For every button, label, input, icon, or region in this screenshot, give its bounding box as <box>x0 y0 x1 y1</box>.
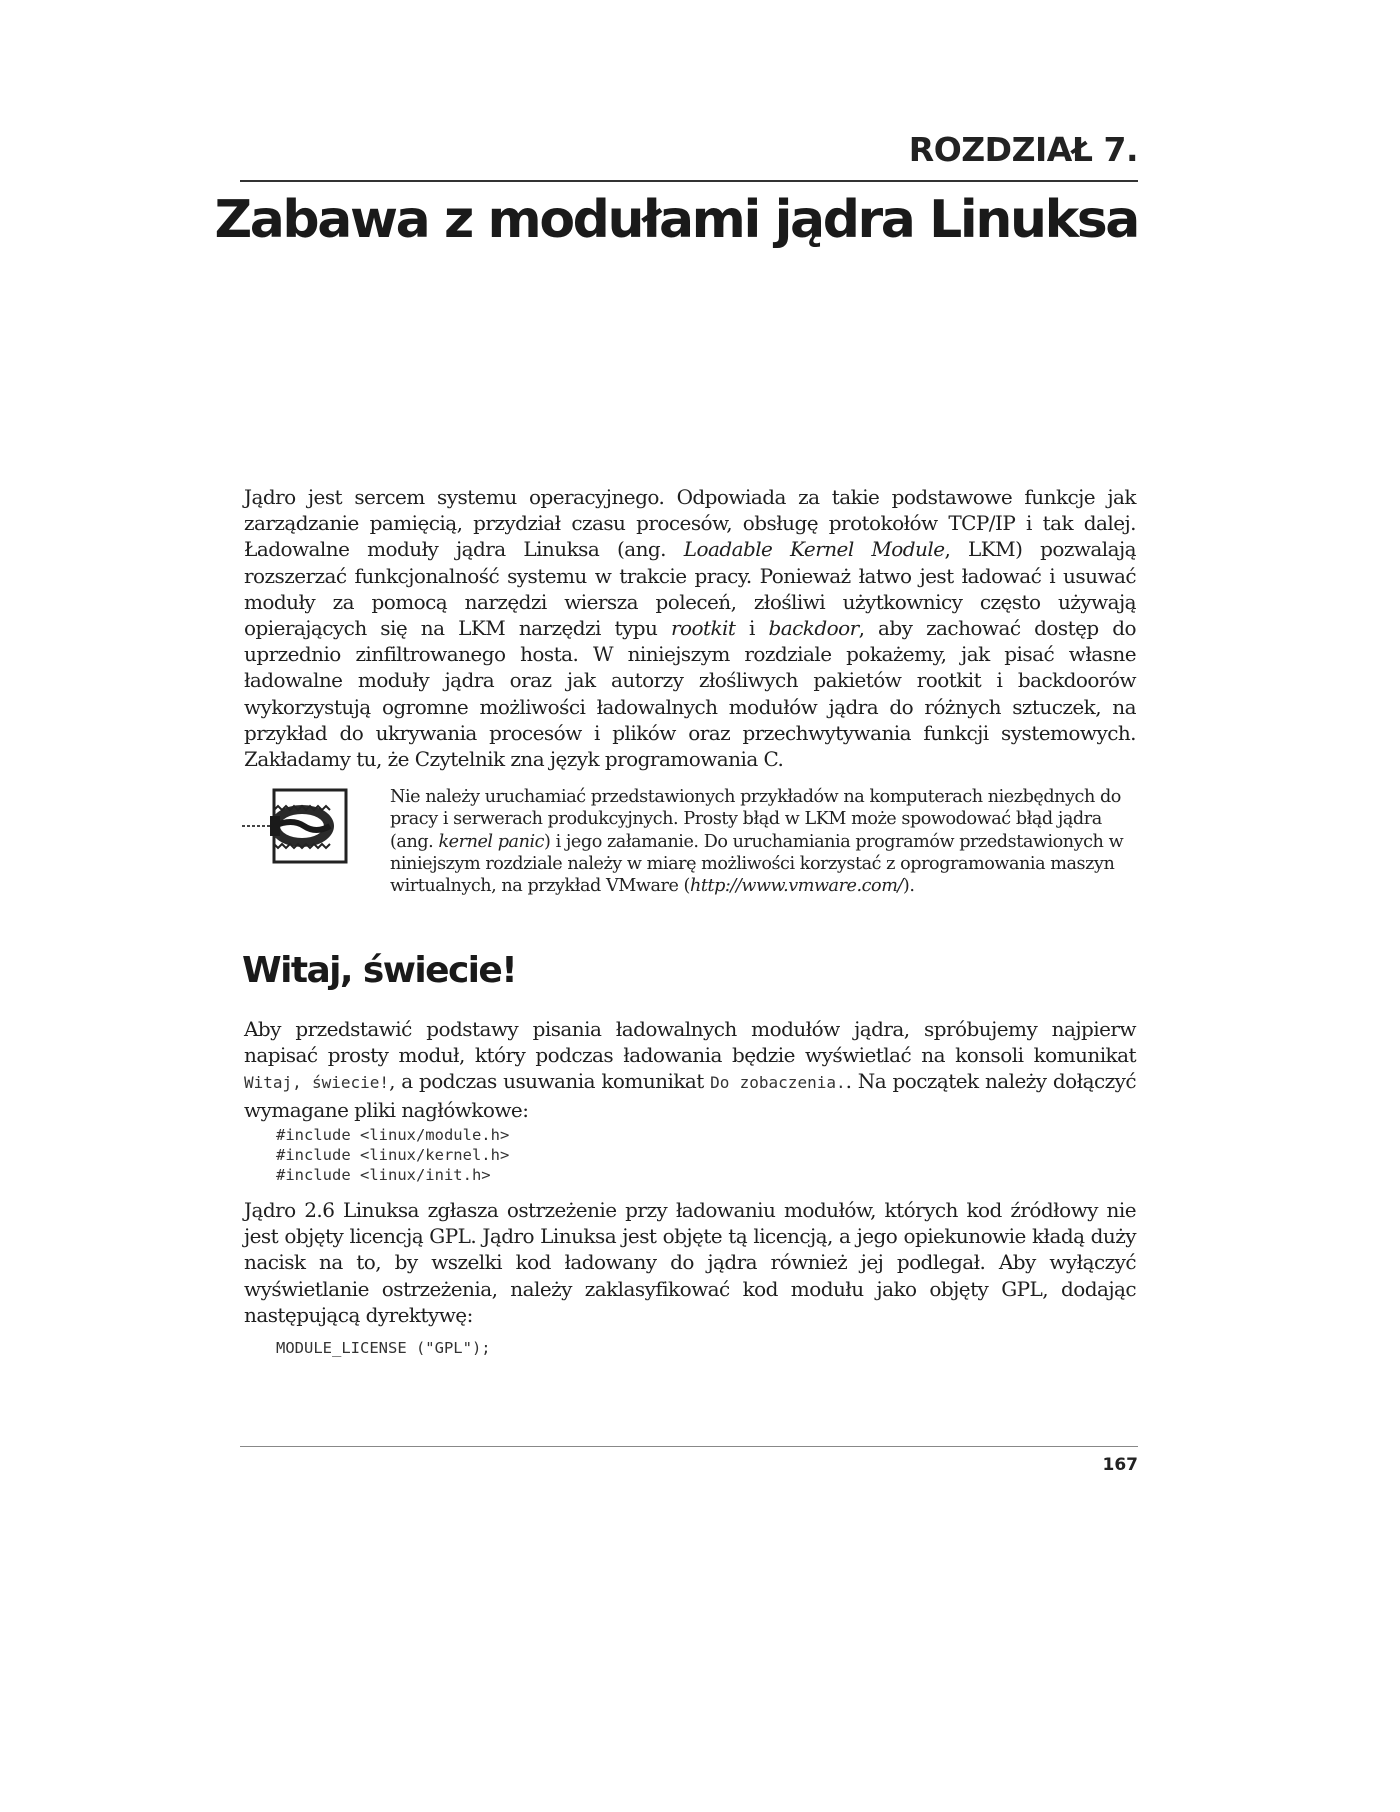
intro-text: Jądro jest sercem systemu operacyjnego. Odpowiada za takie podstawowe funkcje jak zarządzanie pamięcią, przydział czasu procesów, obsługę protokołów TCP/IP i tak dalej. Ładowalne moduły jądra Linuksa (ang. <box>244 485 1136 562</box>
intro-term-rootkit: rootkit <box>671 616 736 641</box>
chapter-label: ROZDZIAŁ 7. <box>908 130 1138 169</box>
warning-trap-icon <box>240 788 350 866</box>
inline-code: Witaj, świecie! <box>244 1073 390 1093</box>
section-paragraph-2 <box>244 1197 1136 1328</box>
paragraph-text: , a podczas usuwania komunikat <box>389 1069 711 1094</box>
warning-text: ). <box>902 876 915 897</box>
section-heading: Witaj, świecie! <box>242 950 517 991</box>
intro-paragraph <box>244 484 1136 772</box>
inline-code: Do zobaczenia. <box>710 1073 846 1093</box>
intro-text: i <box>735 616 769 641</box>
warning-text: Nie należy uruchamiać przedstawionych przykładów na komputerach niezbędnych do pracy i serwerach produkcyjnych. Prosty błąd w LKM może spowodować błąd jądra (ang. <box>390 787 1121 852</box>
intro-text: , aby zachować dostęp do uprzednio zinfiltrowanego hosta. W niniejszym rozdziale pokażemy, jak pisać własne ładowalne moduły jądra oraz jak autorzy złośliwych pakietów rootkit i backdoorów wykorzystują ogromne możliwości ładowalnych modułów jądra do różnych sztuczek, na przykład do ukrywania procesów i plików oraz przechwytywania funkcji systemowych. Zakładamy tu, że Czytelnik zna język programowania C. <box>244 616 1136 772</box>
section-paragraph-1 <box>244 1016 1136 1123</box>
warning-term: kernel panic <box>438 831 545 852</box>
code-line: #include <linux/kernel.h> <box>276 1146 510 1164</box>
intro-text: , LKM) pozwalają rozszerzać funkcjonalność systemu w trakcie pracy. Ponieważ łatwo jest ładować i usuwać moduły za pomocą narzędzi wiersza poleceń, złośliwi użytkownicy często używają opierających się na LKM narzędzi typu <box>244 537 1137 641</box>
page-number: 167 <box>1102 1455 1138 1475</box>
warning-note <box>390 786 1136 897</box>
footer-rule <box>240 1446 1138 1447</box>
code-line: MODULE_LICENSE ("GPL"); <box>276 1339 491 1357</box>
warning-text: ) i jego załamanie. Do uruchamiania programów przedstawionych w niniejszym rozdziale należy w miarę możliwości korzystać z oprogramowania maszyn wirtualnych, na przykład VMware ( <box>390 831 1124 897</box>
warning-link: http://www.vmware.com/ <box>689 876 903 897</box>
paragraph-text: . Na początek należy dołączyć wymagane pliki nagłówkowe: <box>244 1069 1137 1122</box>
intro-term-backdoor: backdoor <box>768 616 859 641</box>
code-listing-includes <box>276 1125 509 1185</box>
paragraph-text: Jądro 2.6 Linuksa zgłasza ostrzeżenie przy ładowaniu modułów, których kod źródłowy nie jest objęty licencją GPL. Jądro Linuksa jest objęte tą licencją, a jego opiekunowie kładą duży nacisk na to, by wszelki kod ładowany do jądra również jej podlegał. Aby wyłączyć wyświetlanie ostrzeżenia, należy zaklasyfikować kod modułu jako objęty GPL, dodając następującą dyrektywę: <box>244 1198 1136 1327</box>
chapter-title: Zabawa z modułami jądra Linuksa <box>214 190 1138 250</box>
code-line: #include <linux/module.h> <box>276 1126 510 1144</box>
paragraph-text: Aby przedstawić podstawy pisania ładowalnych modułów jądra, spróbujemy najpierw napisać prosty moduł, który podczas ładowania będzie wyświetlać na konsoli komunikat <box>244 1017 1136 1068</box>
header-rule <box>240 180 1138 182</box>
intro-term-lkm: Loadable Kernel Module <box>683 537 945 562</box>
code-listing-license <box>276 1338 491 1358</box>
code-line: #include <linux/init.h> <box>276 1166 491 1184</box>
